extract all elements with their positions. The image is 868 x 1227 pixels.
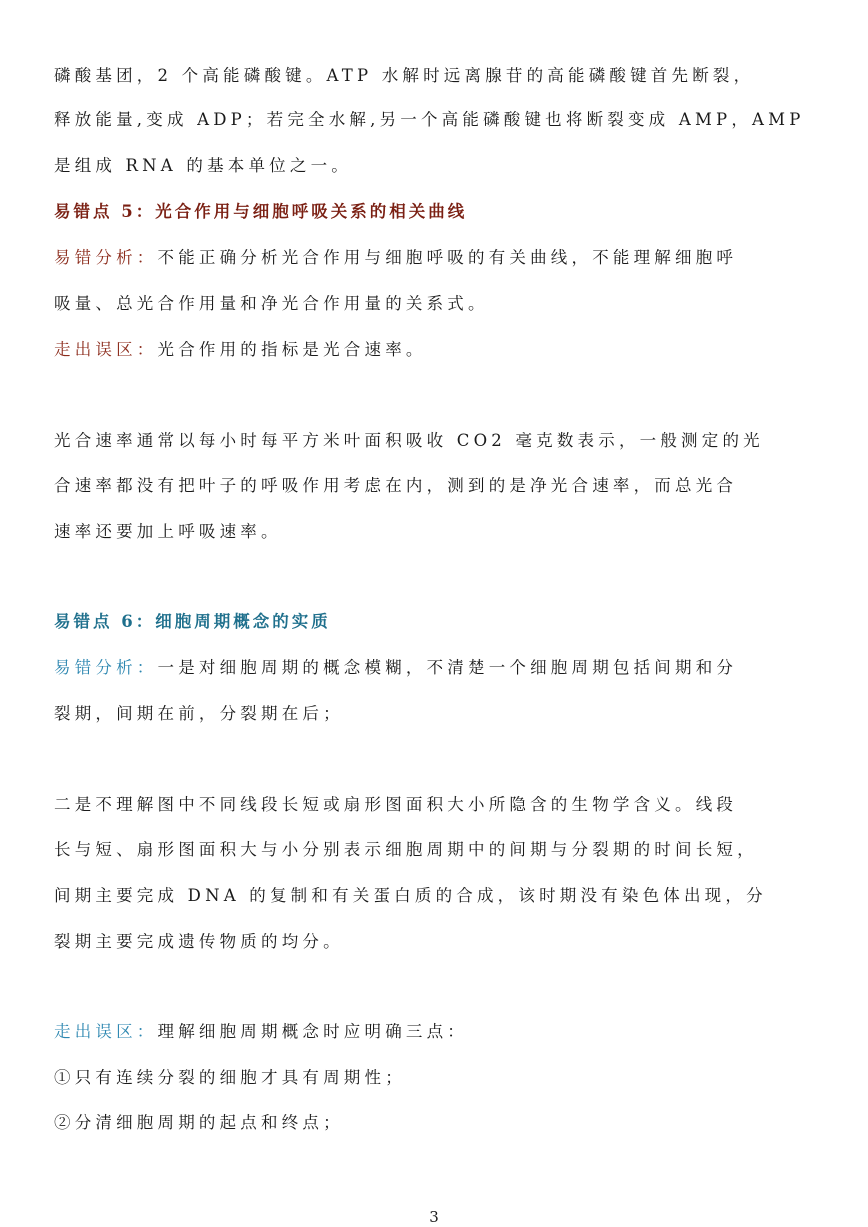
section-6-correction [54,1020,468,1044]
correction-label: 走出误区： [54,1022,158,1041]
section-6-para-line-4: 裂期主要完成遗传物质的均分。 [54,932,344,951]
section-5-analysis-line-1 [54,246,737,270]
analysis-label: 易错分析： [54,658,158,677]
section-5-para-line-3: 速率还要加上呼吸速率。 [54,522,282,541]
page-number: 3 [429,1208,439,1226]
correction-label: 走出误区： [54,340,158,359]
correction-text: 理解细胞周期概念时应明确三点： [157,1022,468,1041]
section-5-analysis-line-2: 吸量、总光合作用量和净光合作用量的关系式。 [54,294,489,313]
section-6-para-line-1: 二是不理解图中不同线段长短或扇形图面积大小所隐含的生物学含义。线段 [54,795,738,814]
analysis-label: 易错分析： [54,248,158,267]
intro-line-2: 释放能量,变成 ADP；若完全水解,另一个高能磷酸键也将断裂变成 AMP，AMP [54,110,805,129]
section-6-analysis-line-2: 裂期，间期在前，分裂期在后； [54,704,344,723]
section-5-para-line-2: 合速率都没有把叶子的呼吸作用考虑在内，测到的是净光合速率，而总光合 [54,476,738,495]
section-6-heading: 易错点 6：细胞周期概念的实质 [54,612,331,631]
section-5-heading: 易错点 5：光合作用与细胞呼吸关系的相关曲线 [54,202,468,221]
analysis-text: 一是对细胞周期的概念模糊，不清楚一个细胞周期包括间期和分 [157,658,738,677]
intro-line-3: 是组成 RNA 的基本单位之一。 [54,156,352,175]
analysis-text: 不能正确分析光合作用与细胞呼吸的有关曲线，不能理解细胞呼 [157,248,738,267]
list-item-1: ①只有连续分裂的细胞才具有周期性； [54,1068,406,1087]
section-6-para-line-3: 间期主要完成 DNA 的复制和有关蛋白质的合成，该时期没有染色体出现，分 [54,886,767,905]
section-5-para-line-1: 光合速率通常以每小时每平方米叶面积吸收 CO2 毫克数表示，一般测定的光 [54,431,764,450]
section-6-para-line-2: 长与短、扇形图面积大与小分别表示细胞周期中的间期与分裂期的时间长短， [54,840,758,859]
section-6-analysis-line-1 [54,656,737,680]
intro-line-1: 磷酸基团，2 个高能磷酸键。ATP 水解时远离腺苷的高能磷酸键首先断裂， [54,66,755,85]
correction-text: 光合作用的指标是光合速率。 [157,340,427,359]
list-item-2: ②分清细胞周期的起点和终点； [54,1113,344,1132]
section-5-correction [54,338,427,362]
